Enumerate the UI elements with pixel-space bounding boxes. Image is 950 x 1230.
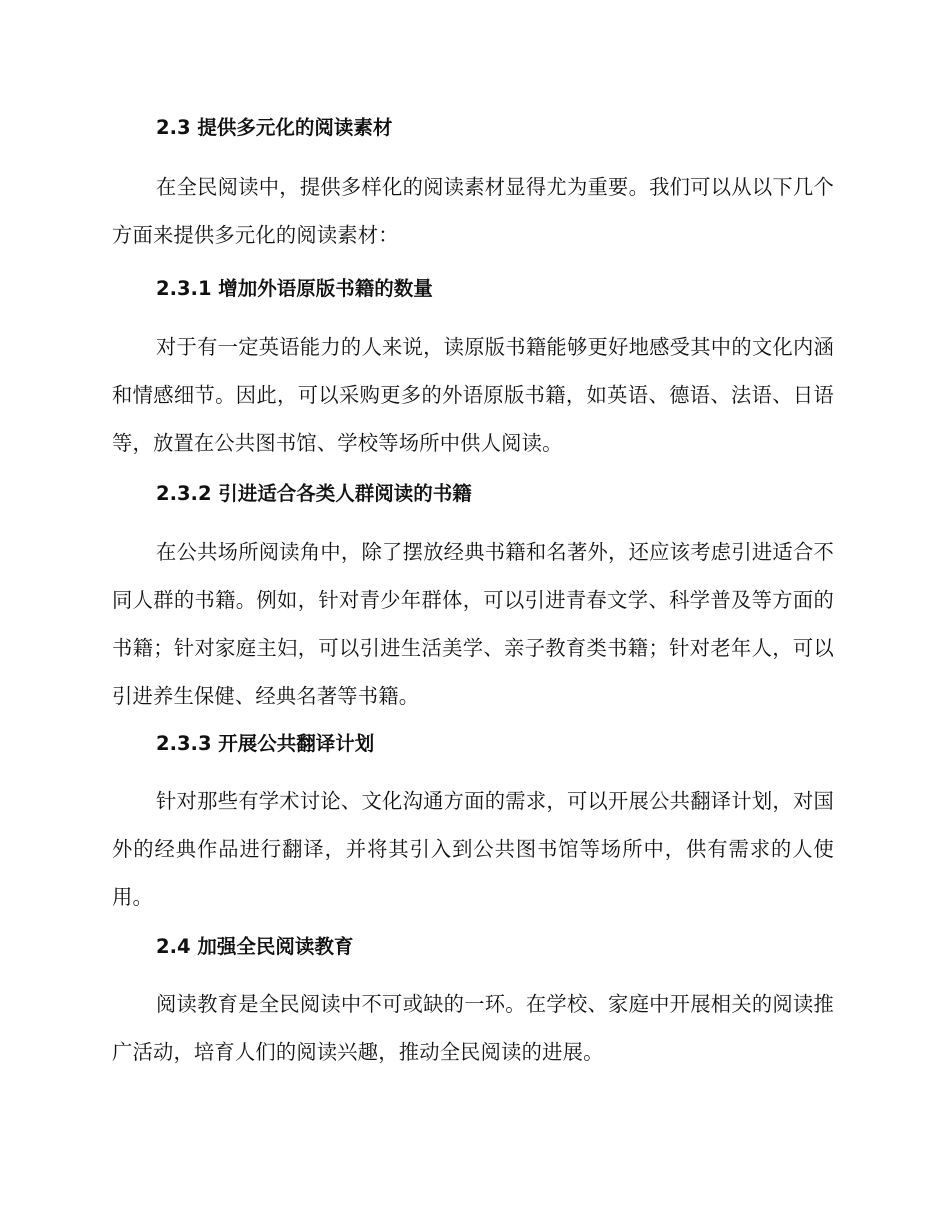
section-heading-2-3-1: 2.3.1 增加外语原版书籍的数量 <box>156 277 433 300</box>
section-paragraph-2-3-3: 针对那些有学术讨论、文化沟通方面的需求，可以开展公共翻译计划，对国外的经典作品进行翻译，并将其引入到公共图书馆等场所中，供有需求的人使用。 <box>112 789 834 909</box>
section-heading-2-4: 2.4 加强全民阅读教育 <box>156 935 354 958</box>
section-paragraph-2-3-1: 对于有一定英语能力的人来说，读原版书籍能够更好地感受其中的文化内涵和情感细节。因此，可以采购更多的外语原版书籍，如英语、德语、法语、日语等，放置在公共图书馆、学校等场所中供人阅读。 <box>112 335 834 455</box>
section-heading-2-3: 2.3 提供多元化的阅读素材 <box>156 116 393 139</box>
section-paragraph-2-3-2: 在公共场所阅读角中，除了摆放经典书籍和名著外，还应该考虑引进适合不同人群的书籍。例如，针对青少年群体，可以引进青春文学、科学普及等方面的书籍；针对家庭主妇，可以引进生活美学、亲子教育类书籍；针对老年人，可以引进养生保健、经典名著等书籍。 <box>112 540 834 708</box>
section-paragraph-2-4: 阅读教育是全民阅读中不可或缺的一环。在学校、家庭中开展相关的阅读推广活动，培育人们的阅读兴趣，推动全民阅读的进展。 <box>112 992 834 1064</box>
section-heading-2-3-2: 2.3.2 引进适合各类人群阅读的书籍 <box>156 482 472 505</box>
section-paragraph-2-3: 在全民阅读中，提供多样化的阅读素材显得尤为重要。我们可以从以下几个方面来提供多元化的阅读素材： <box>112 175 834 247</box>
section-heading-2-3-3: 2.3.3 开展公共翻译计划 <box>156 732 375 755</box>
